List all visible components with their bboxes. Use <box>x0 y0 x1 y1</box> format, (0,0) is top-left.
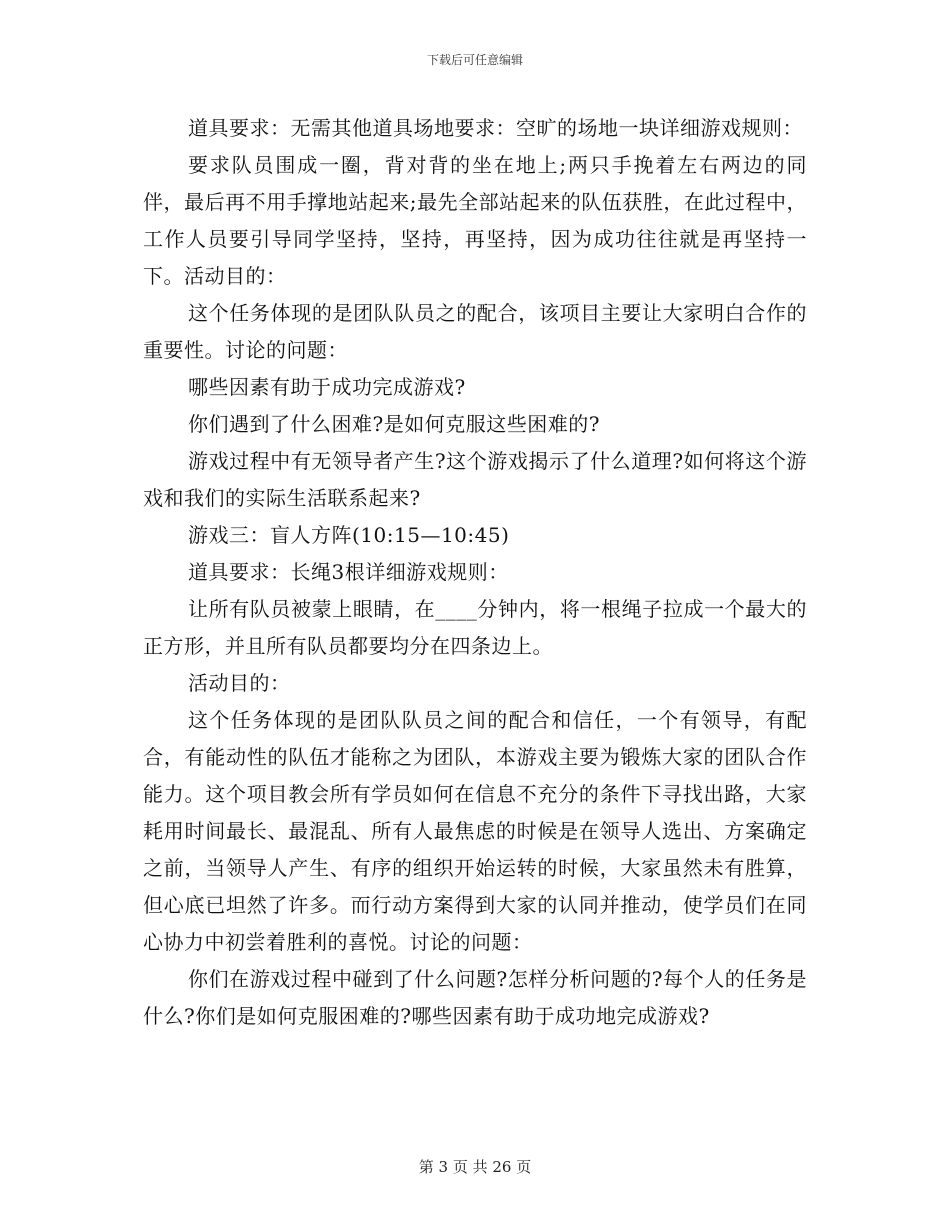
paragraph-game-three-props: 道具要求：长绳3根详细游戏规则： <box>188 560 509 584</box>
paragraph-question-2: 你们遇到了什么困难?是如何克服这些困难的? <box>188 412 600 436</box>
page-header-note: 下载后可任意编辑 <box>426 53 523 67</box>
paragraph-question-3: 游戏过程中有无领导者产生?这个游戏揭示了什么道理?如何将这个游戏和我们的实际生活联系起来? <box>143 449 807 510</box>
paragraph-props-requirements: 道具要求：无需其他道具场地要求：空旷的场地一块详细游戏规则： <box>188 116 803 140</box>
paragraph-activity-purpose-body: 这个任务体现的是团队队员之间的配合和信任，一个有领导，有配合，有能动性的队伍才能称之为团队，本游戏主要为锻炼大家的团队合作能力。这个项目教会所有学员如何在信息不充分的条件下寻找出路，大家耗用时间最长、最混乱、所有人最焦虑的时候是在领导人选出、方案确定之前，当领导人产生、有序的组织开始运转的时候，大家虽然未有胜算，但心底已坦然了许多。而行动方案得到大家的认同并推动，使学员们在同心协力中初尝着胜利的喜悦。讨论的问题： <box>143 708 807 954</box>
paragraph-discussion-questions: 你们在游戏过程中碰到了什么问题?怎样分析问题的?每个人的任务是什么?你们是如何克服困难的?哪些因素有助于成功地完成游戏? <box>143 967 807 1028</box>
paragraph-game-three-title: 游戏三：盲人方阵(10:15—10:45) <box>188 523 510 547</box>
paragraph-game-rules: 要求队员围成一圈，背对背的坐在地上;两只手挽着左右两边的同伴，最后再不用手撑地站起来;最先全部站起来的队伍获胜，在此过程中，工作人员要引导同学坚持，坚持，再坚持，因为成功往往就是再坚持一下。活动目的： <box>143 153 807 288</box>
document-body <box>143 110 807 1035</box>
paragraph-activity-purpose-label: 活动目的： <box>188 671 291 695</box>
paragraph-purpose: 这个任务体现的是团队队员之的配合，该项目主要让大家明白合作的重要性。讨论的问题： <box>143 301 807 362</box>
paragraph-game-three-rules: 让所有队员被蒙上眼睛，在____分钟内，将一根绳子拉成一个最大的正方形，并且所有队员都要均分在四条边上。 <box>143 597 807 658</box>
paragraph-question-1: 哪些因素有助于成功完成游戏? <box>188 375 466 399</box>
page-number: 第 3 页 共 26 页 <box>418 1158 532 1176</box>
